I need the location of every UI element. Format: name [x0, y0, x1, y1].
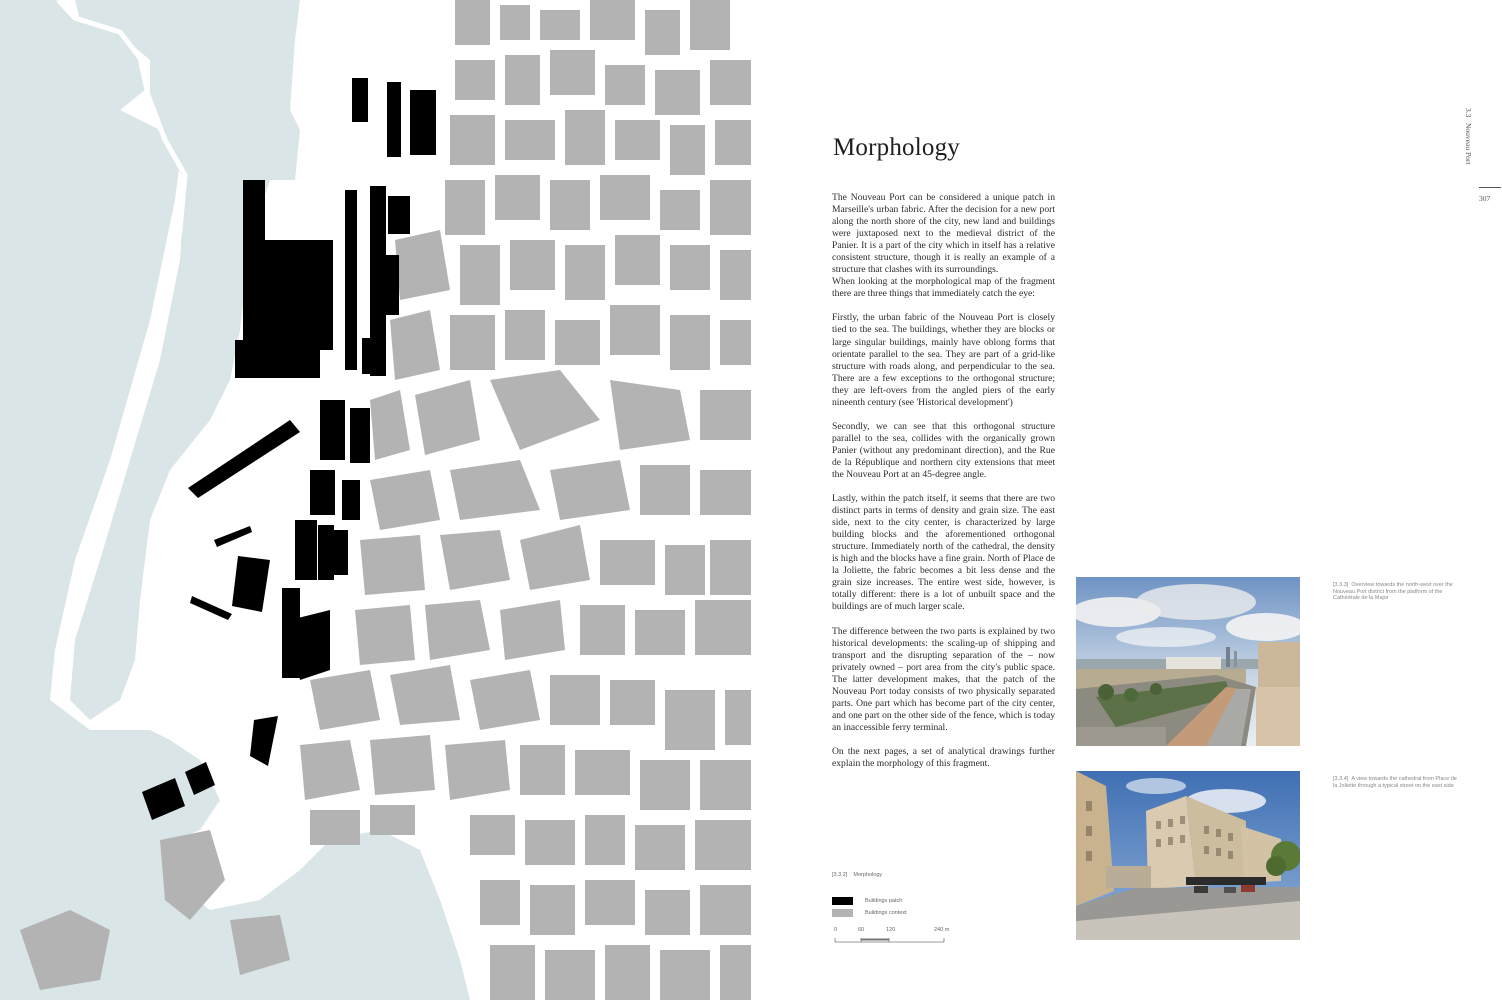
text-page — [751, 0, 1502, 1000]
body-paragraph: When looking at the morphological map of the fragment there are three things that immediately catch the eye: — [832, 276, 1055, 300]
body-paragraph: The Nouveau Port can be considered a unique patch in Marseille's urban fabric. After the decision for a new port along the north shore of the city, new land and buildings were juxtaposed next to the medieval district of the Panier. It is a part of the city which in itself has a relative consistent structure, though it is really an example of a structure that clashes with its surroundings. — [832, 192, 1055, 276]
photo-caption-2 — [1333, 776, 1458, 789]
body-paragraph: The difference between the two parts is explained by two historical developments: the scaling-up of shipping and transport and the disrupting separation of the – now privately owned – port area from the city's public space. The latter development makes, that the patch of the Nouveau Port today consists of two physically separated parts. One part which has become part of the city center, and one part on the other side of the fence, which is today an inaccessible ferry terminal. — [832, 625, 1055, 733]
legend-swatch-context — [832, 909, 853, 917]
photo-caption-1 — [1333, 582, 1458, 602]
photo-label-2: [3.3.4] — [1333, 776, 1349, 782]
legend-item-patch — [832, 895, 1052, 906]
legend-swatch-patch — [832, 897, 853, 905]
running-head — [1464, 108, 1473, 164]
scale-bar — [832, 927, 972, 947]
body-text — [832, 192, 1055, 782]
legend-label-patch: Buildings patch — [865, 897, 903, 904]
legend-item-context — [832, 907, 1052, 918]
scale-tick-label: 240 m — [934, 927, 950, 933]
legend-label-context: Buildings context — [865, 909, 907, 916]
harbour-overview-photo — [1076, 577, 1300, 746]
harbour-overview-photo-image — [1076, 577, 1300, 746]
figure-caption-text: Morphology — [853, 872, 883, 878]
body-paragraph: On the next pages, a set of analytical drawings further explain the morphology of this fragment. — [832, 745, 1055, 769]
figure-label: [3.3.2] — [832, 872, 848, 878]
scale-tick-label: 60 — [858, 927, 865, 933]
body-paragraph: Lastly, within the patch itself, it seems that there are two distinct parts in terms of density and grain size. The east side, next to the city center, is characterized by large building blocks and the aforementioned orthogonal structure. Immediately north of the cathedral, the density is high and the blocks have a fine grain. North of Place de la Joliette, the fabric becomes a bit less dense and the grain size increases. The entire west side, however, is totally different: there is a lot of unbuilt space and the buildings are of much larger scale. — [832, 493, 1055, 613]
scale-tick-label: 0 — [834, 927, 838, 933]
running-head-section: 3.3 — [1464, 108, 1473, 118]
running-head-rule — [1479, 187, 1501, 188]
map-legend — [832, 872, 1052, 919]
photo-caption-text-1: Overview towards the north-west over the Nouveau Port district from the platform of the Cathédrale de la Major — [1333, 582, 1453, 601]
scale-tick-label: 120 — [886, 927, 896, 933]
running-head-title: Nouveau Port — [1464, 123, 1473, 165]
page-title: Morphology — [833, 134, 960, 161]
page-number: 307 — [1479, 194, 1491, 203]
street-view-photo — [1076, 771, 1300, 940]
street-view-photo-image — [1076, 771, 1300, 940]
body-paragraph: Secondly, we can see that this orthogonal structure parallel to the sea, collides with the organically grown Panier (without any predominant direction), and the Rue de la République and northern city extensions that meet the Nouveau Port at an 45-degree angle. — [832, 420, 1055, 480]
photo-caption-text-2: A view towards the cathedral from Place de la Joliette through a typical street on the east side — [1333, 776, 1457, 789]
body-paragraph: Firstly, the urban fabric of the Nouveau Port is closely tied to the sea. The buildings, whether they are blocks or large singular buildings, mainly have oblong forms that orientate parallel to the sea. They are part of a grid-like structure with roads along, and perpendicular to the sea. There are a few exceptions to the orthogonal structure; they are left-overs from the angled piers of the early nineenth century (see 'Historical development') — [832, 312, 1055, 408]
figure-caption — [832, 872, 1052, 878]
scale-bar-graphic — [832, 927, 972, 947]
photo-label-1: [3.3.3] — [1333, 582, 1349, 588]
